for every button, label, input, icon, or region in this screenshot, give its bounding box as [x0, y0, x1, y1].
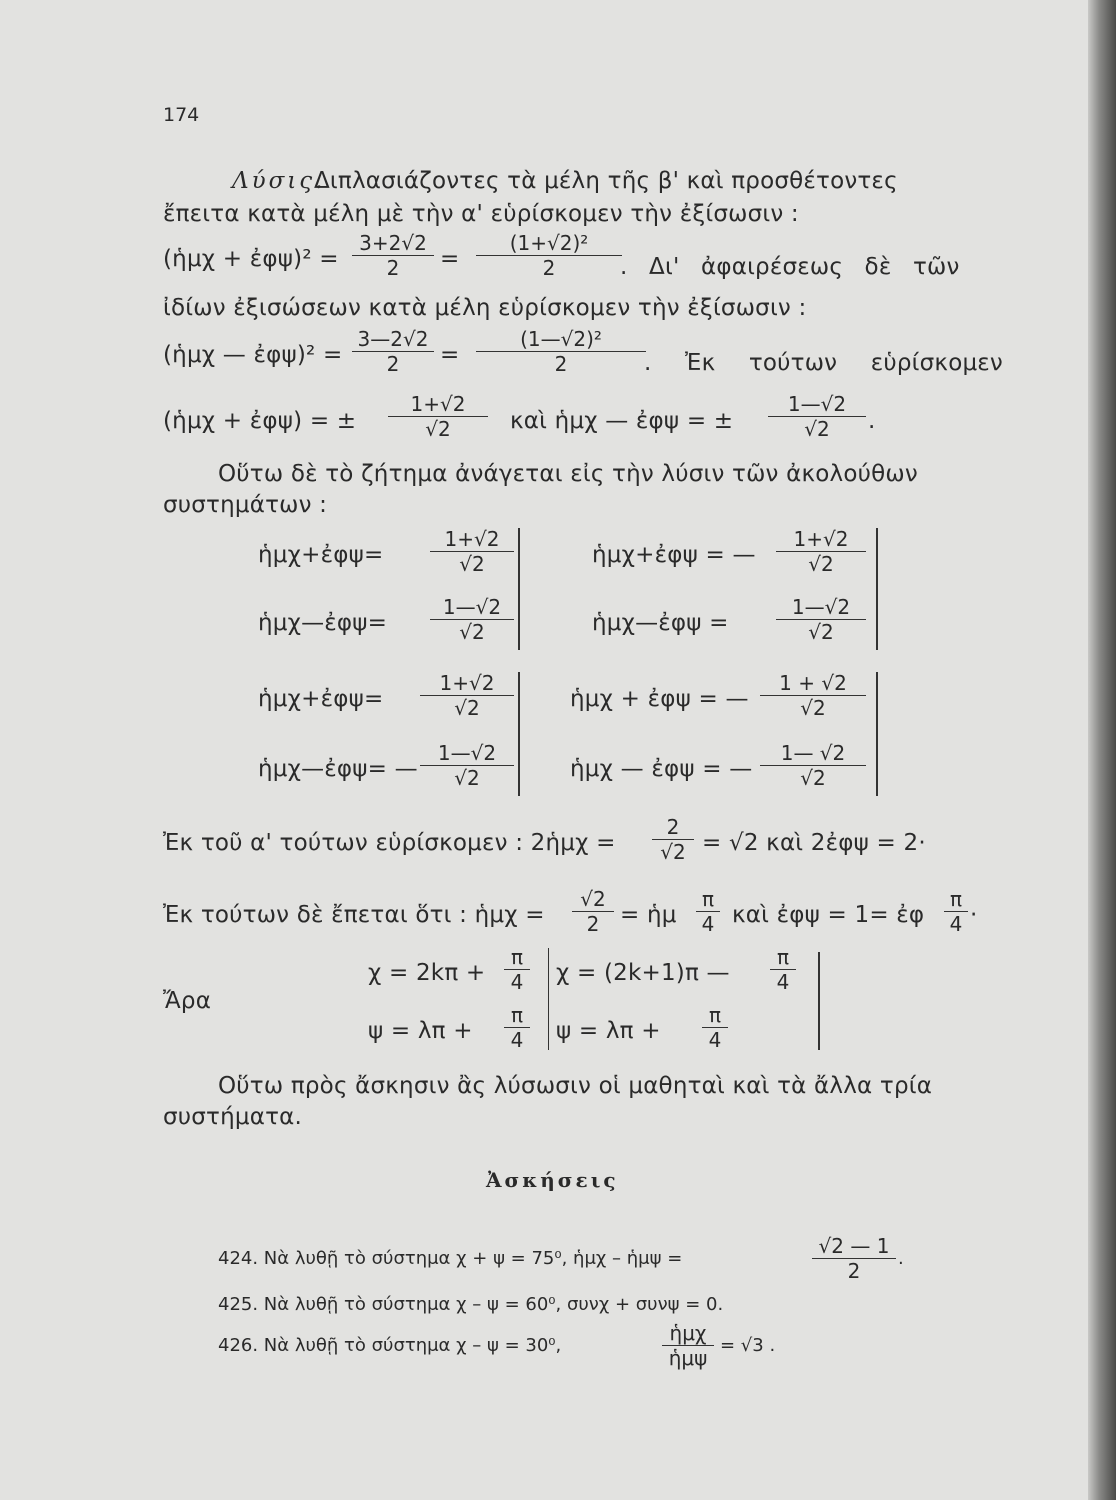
sys1-ls-num: 1+√2	[444, 527, 500, 551]
exercise-426-fraction	[662, 1322, 714, 1369]
eq5-f2-num: π	[701, 887, 715, 911]
ara-y2-num: π	[708, 1003, 722, 1027]
sys1-left-diff-fraction	[430, 596, 514, 643]
eq1-tail: . Δι' ἀφαιρέσεως δὲ τῶν	[620, 254, 960, 280]
ara-y1: ψ = λπ +	[368, 1018, 473, 1044]
ara-x1: χ = 2kπ +	[368, 960, 486, 986]
line-idion: ἰδίων ἐξισώσεων κατὰ μέλη εὑρίσκομεν τὴν ἐξίσωσιν :	[163, 295, 807, 321]
sys1-left-sum-label: ἡμχ+ἐφψ=	[258, 542, 384, 568]
sys2-ls-num: 1+√2	[439, 671, 495, 695]
eq2-f1-numerator: 3—2√2	[357, 327, 429, 351]
ara-x1-den: 4	[510, 970, 524, 994]
sys2-right-sum-label: ἡμχ + ἐφψ = —	[570, 686, 749, 712]
ara-x1-fraction	[504, 946, 530, 993]
ara-x2: χ = (2k+1)π —	[556, 960, 730, 986]
eq5-f3-den: 4	[949, 912, 963, 936]
ex424-num: √2 — 1	[818, 1234, 890, 1258]
eq2-f2-numerator: (1—√2)²	[520, 327, 602, 351]
sys1-right-brace	[876, 528, 878, 650]
sys2-right-diff-fraction	[760, 742, 866, 789]
sys2-rd-num: 1— √2	[780, 741, 846, 765]
exercise-426: 426. Νὰ λυθῇ τὸ σύστημα χ – ψ = 30⁰,	[218, 1335, 562, 1356]
exercise-424: 424. Νὰ λυθῇ τὸ σύστημα χ + ψ = 75⁰, ἡμχ – ἡμψ =	[218, 1248, 683, 1269]
eq4-num: 2	[666, 815, 680, 839]
eq1-fraction-1	[352, 232, 434, 279]
eq5-text: Ἐκ τούτων δὲ ἔπεται ὅτι : ἡμχ =	[163, 902, 545, 928]
ex426-den: ἡμψ	[668, 1346, 708, 1370]
eq1-lhs: (ἡμχ + ἐφψ)² =	[163, 246, 339, 272]
sys2-right-diff-label: ἡμχ — ἐφψ = —	[570, 756, 753, 782]
eq2-equals: =	[440, 342, 460, 368]
sys1-ld-den: √2	[459, 620, 485, 644]
sys1-right-diff-fraction	[776, 596, 866, 643]
eq1-fraction-2	[476, 232, 622, 279]
eq3-fraction-2	[768, 393, 866, 440]
sys1-left-brace	[518, 528, 520, 650]
eq5-tail: ·	[970, 902, 978, 928]
sys2-ld-num: 1—√2	[437, 741, 497, 765]
eq1-f2-denominator: 2	[542, 256, 556, 280]
eq4-fraction	[652, 816, 694, 863]
sys1-rs-num: 1+√2	[793, 527, 849, 551]
sys2-right-brace	[876, 672, 878, 796]
sys1-right-sum-label: ἡμχ+ἐφψ = —	[592, 542, 756, 568]
ara-y2: ψ = λπ +	[556, 1018, 661, 1044]
sys2-left-sum-label: ἡμχ+ἐφψ=	[258, 686, 384, 712]
para1-line2: ἔπειτα κατὰ μέλη μὲ τὴν α' εὑρίσκομεν τὴν ἐξίσωσιν :	[163, 201, 799, 227]
ara-x1-num: π	[510, 945, 524, 969]
sys2-rs-num: 1 + √2	[779, 671, 847, 695]
ara-y2-fraction	[702, 1004, 728, 1051]
eq3-f1-numerator: 1+√2	[410, 392, 466, 416]
eq5-f2-den: 4	[701, 912, 715, 936]
sys2-ls-den: √2	[454, 696, 480, 720]
exercise-425: 425. Νὰ λυθῇ τὸ σύστημα χ – ψ = 60⁰, συνχ + συνψ = 0.	[218, 1294, 724, 1315]
eq4-tail: = √2 καὶ 2ἐφψ = 2·	[702, 830, 926, 856]
sys1-right-diff-label: ἡμχ—ἐφψ =	[592, 610, 729, 636]
sys2-left-diff-fraction	[420, 742, 514, 789]
exercise-426-tail: = √3 .	[720, 1335, 776, 1356]
para2-line1: Οὕτω δὲ τὸ ζήτημα ἀνάγεται εἰς τὴν λύσιν τῶν ἀκολούθων	[218, 461, 918, 487]
sys1-left-sum-fraction	[430, 528, 514, 575]
eq3-f2-numerator: 1—√2	[787, 392, 847, 416]
eq5-f1-den: 2	[586, 912, 600, 936]
eq2-lhs: (ἡμχ — ἐφψ)² =	[163, 342, 343, 368]
eq2-f1-denominator: 2	[386, 352, 400, 376]
para3-line1: Οὕτω πρὸς ἄσκησιν ἂς λύσωσιν οἱ μαθηταὶ καὶ τὰ ἄλλα τρία	[218, 1073, 933, 1099]
eq5-fraction-1	[572, 888, 614, 935]
ara-y1-fraction	[504, 1004, 530, 1051]
para2-line2: συστημάτων :	[163, 492, 328, 518]
eq2-fraction-2	[476, 328, 646, 375]
sys1-rs-den: √2	[808, 552, 834, 576]
sys2-ld-den: √2	[454, 766, 480, 790]
ara-divider	[548, 948, 549, 1050]
eq1-f2-numerator: (1+√2)²	[509, 231, 589, 255]
exercise-424-fraction	[812, 1235, 896, 1282]
eq2-f2-denominator: 2	[554, 352, 568, 376]
para3-line2: συστήματα.	[163, 1104, 303, 1130]
sys2-rs-den: √2	[800, 696, 826, 720]
eq5-f1-num: √2	[580, 887, 606, 911]
ara-x2-den: 4	[776, 970, 790, 994]
ex424-den: 2	[847, 1259, 861, 1283]
page-number: 174	[163, 104, 200, 126]
eq1-f1-numerator: 3+2√2	[359, 231, 427, 255]
eq1-equals: =	[440, 246, 460, 272]
eq4-den: √2	[660, 840, 686, 864]
eq3-lhs: (ἡμχ + ἐφψ) = ±	[163, 408, 357, 434]
ara-x2-num: π	[776, 945, 790, 969]
exercise-424-tail: .	[898, 1248, 904, 1269]
ara-y1-num: π	[510, 1003, 524, 1027]
ex426-num: ἡμχ	[669, 1321, 707, 1345]
book-edge-shadow	[1088, 0, 1116, 1500]
sys2-left-diff-label: ἡμχ—ἐφψ= —	[258, 756, 418, 782]
eq3-f1-denominator: √2	[425, 417, 451, 441]
eq3-mid: καὶ ἡμχ — ἐφψ = ±	[510, 408, 734, 434]
ara-label: Ἄρα	[163, 988, 212, 1014]
ara-y2-den: 4	[708, 1028, 722, 1052]
ara-right-brace	[818, 952, 820, 1050]
eq5-mid: = ἡμ	[620, 902, 677, 928]
eq3-f2-denominator: √2	[804, 417, 830, 441]
eq1-f1-denominator: 2	[386, 256, 400, 280]
solution-label: Λύσις.	[232, 168, 326, 194]
sys1-right-sum-fraction	[776, 528, 866, 575]
ara-x2-fraction	[770, 946, 796, 993]
eq5-fraction-3	[944, 888, 968, 935]
eq5-fraction-2	[696, 888, 720, 935]
sys1-rd-den: √2	[808, 620, 834, 644]
sys1-left-diff-label: ἡμχ—ἐφψ=	[258, 610, 388, 636]
eq5-mid2: καὶ ἐφψ = 1= ἐφ	[732, 902, 925, 928]
sys2-rd-den: √2	[800, 766, 826, 790]
para1-line1: Διπλασιάζοντες τὰ μέλη τῆς β' καὶ προσθέτοντες	[314, 168, 898, 194]
sys1-rd-num: 1—√2	[791, 595, 851, 619]
ara-y1-den: 4	[510, 1028, 524, 1052]
sys1-ld-num: 1—√2	[442, 595, 502, 619]
eq3-fraction-1	[388, 393, 488, 440]
sys1-ls-den: √2	[459, 552, 485, 576]
exercises-heading: Ἀσκήσεις	[486, 1168, 619, 1192]
sys2-right-sum-fraction	[760, 672, 866, 719]
eq4-text: Ἐκ τοῦ α' τούτων εὑρίσκομεν : 2ἡμχ =	[163, 830, 616, 856]
eq2-tail: . Ἐκ τούτων εὑρίσκομεν	[644, 350, 1003, 376]
sys2-left-brace	[518, 672, 520, 796]
eq5-f3-num: π	[949, 887, 963, 911]
eq3-tail: .	[868, 408, 876, 434]
sys2-left-sum-fraction	[420, 672, 514, 719]
eq2-fraction-1	[352, 328, 434, 375]
